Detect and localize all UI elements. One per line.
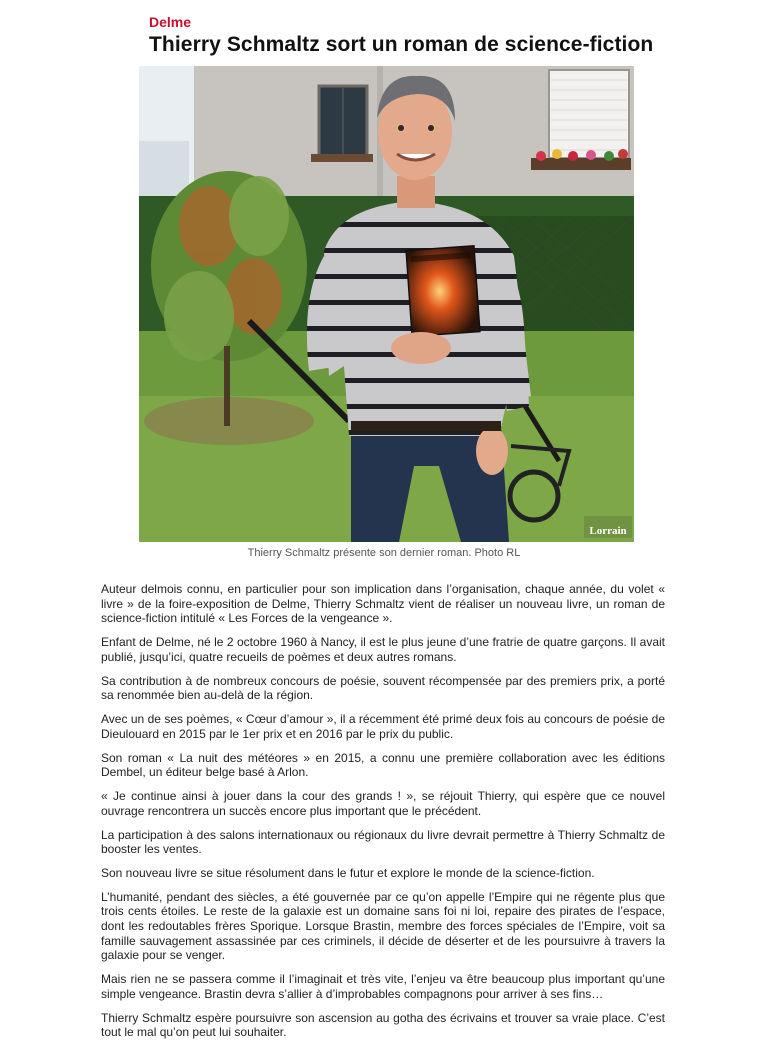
article-paragraph: Son roman « La nuit des météores » en 2015, a connu une première collaboration avec les éditions Dembel, un éditeur belge basé à Arlon.: [101, 750, 665, 780]
article-paragraph: La participation à des salons internationaux ou régionaux du livre devrait permettre à Thierry Schmaltz de booster les ventes.: [101, 827, 665, 857]
article-paragraph: Avec un de ses poèmes, « Cœur d’amour », il a récemment été primé deux fois au concours de poésie de Dieulouard en 2015 par le 1er prix et en 2016 par le prix du public.: [101, 712, 665, 741]
article-body: [101, 582, 665, 1049]
article-paragraph: Mais rien ne se passera comme il l’imaginait et très vite, l’enjeu va être beaucoup plus important qu’une simple vengeance. Brastin devra s’allier à d’improbables compagnons pour arriver à ses fins…: [101, 972, 665, 1001]
article-photo: [139, 66, 634, 542]
article-paragraph: Thierry Schmaltz espère poursuivre son ascension au gotha des écrivains et trouver sa vraie place. C’est tout le mal qu’on peut lui souhaiter.: [101, 1010, 665, 1040]
article-paragraph: Auteur delmois connu, en particulier pour son implication dans l’organisation, chaque année, du volet « livre » de la foire-exposition de Delme, Thierry Schmaltz vient de réaliser un nouveau livre, un roman de science-fiction intitulé « Les Forces de la vengeance ».: [101, 582, 665, 626]
article-paragraph: Enfant de Delme, né le 2 octobre 1960 à Nancy, il est le plus jeune d’une fratrie de quatre garçons. Il avait publié, jusqu’ici, quatre recueils de poèmes et deux autres romans.: [101, 635, 665, 664]
article-paragraph: « Je continue ainsi à jouer dans la cour des grands ! », se réjouit Thierry, qui espère que ce nouvel ouvrage rencontrera un succès encore plus important que le précédent.: [101, 789, 665, 818]
article-kicker: Delme: [149, 14, 192, 30]
photo-watermark: Lorrain: [589, 525, 627, 537]
article-paragraph: L’humanité, pendant des siècles, a été gouvernée par ce qu’on appelle l’Empire qui ne régente plus que trois cents étoiles. Le reste de la galaxie est un domaine sans foi ni loi, repaire des pirates de l’espace, dont les redoutables frères Sporique. Lorsque Brastin, membre des forces spéciales de l’Empire, voit sa famille sauvagement assassinée par ces criminels, il décide de déserter et de les poursuivre à travers la galaxie pour se venger.: [101, 889, 665, 963]
article-title: Thierry Schmaltz sort un roman de science-fiction: [149, 33, 654, 56]
photo-caption: Thierry Schmaltz présente son dernier roman. Photo RL: [247, 547, 521, 559]
article-paragraph: Sa contribution à de nombreux concours de poésie, souvent récompensée par des premiers prix, a porté sa renommée bien au-delà de la région.: [101, 673, 665, 703]
article-paragraph: Son nouveau livre se situe résolument dans le futur et explore le monde de la science-fiction.: [101, 865, 595, 880]
